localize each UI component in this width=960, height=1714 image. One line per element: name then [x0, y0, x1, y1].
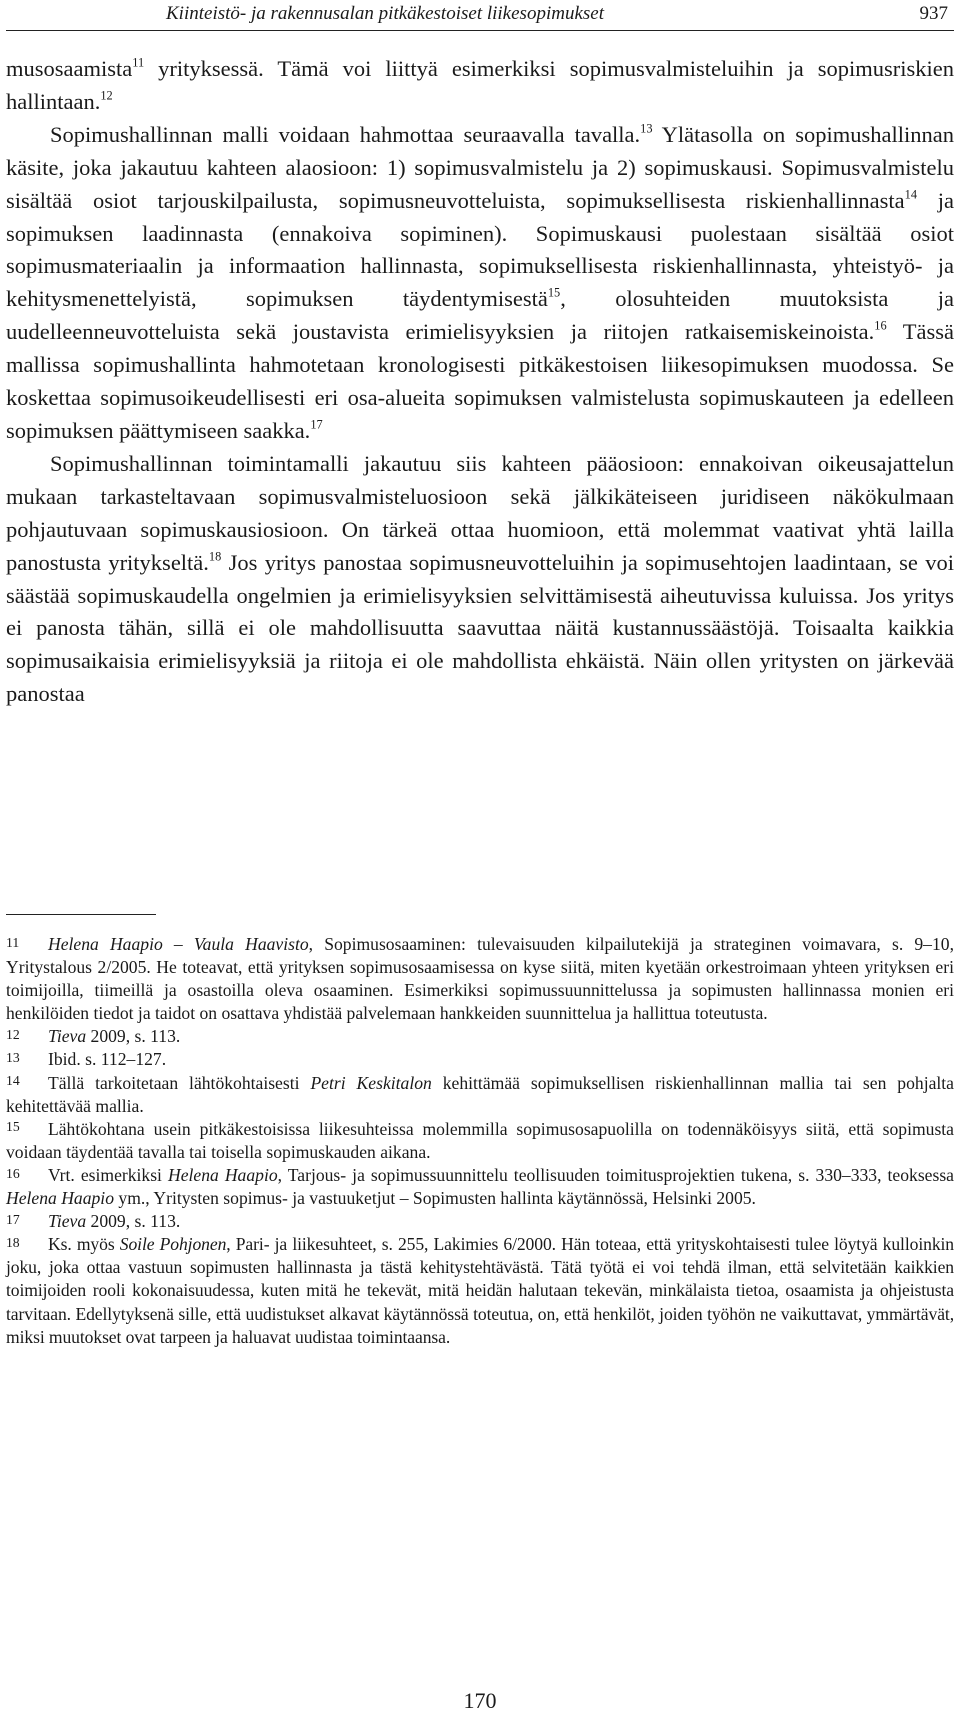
text-run: , olosuhteiden muutoksista ja uudelleenneuvotteluista sekä joustavista erimielisyyksien ja riitojen ratkaisemiskeinoista. — [6, 286, 954, 345]
paragraph-3 — [6, 448, 954, 711]
footnote-ref-11: 11 — [132, 55, 145, 70]
running-header — [6, 0, 954, 31]
footnote-ref-17: 17 — [310, 417, 323, 432]
page-number: 937 — [919, 3, 948, 24]
footnote-author: Tieva — [48, 1026, 87, 1047]
footnote-text: Ibid. s. 112–127. — [48, 1049, 167, 1070]
footnote-ref-13: 13 — [640, 121, 653, 136]
footnote-author: Helena Haapio – Vaula Haavisto — [48, 934, 309, 954]
footnotes — [6, 933, 954, 1349]
footnote-text: , Sopimusosaaminen: tulevaisuuden kilpailutekijä ja strateginen voimavara, s. 9–10, Yritystalous 2/2005. He toteavat, että yrityksen sopimusosaamisessa on kyse siitä, miten kyetään orkestroimaan yhteen yrityksen eri toimijoilla, tiimeillä ja osastoilla oleva osaaminen. Esimerkiksi sopimussuunnittelussa ja sopimusten hallinnassa monien eri henkilöiden tiedot ja taidot on osattava yhdistää palvelemaan hankkeiden suunnittelua ja hallittua toteutusta. — [6, 934, 954, 1024]
footnote-18: 18 Ks. myös Soile Pohjonen, Pari- ja liikesuhteet, s. 255, Lakimies 6/2000. Hän toteaa, että yrityskohtaisesti tulee löytyä kulloinkin joku, joka ottaa vastuun sopimusten hallinnasta ja tästä kehitystehtävästä. Tätä työtä ei voi tehdä ilman, että selvitetään kaikkien toimijoiden rooli kokonaisuudessa, kuten mitä he tekevät, mitä heidän halutaan tekevän, minkälaista tietoa, osaamista ja ohjeistusta tarvitaan. Edellytyksenä sille, että uudistukset alkavat käytännössä toteutua, on, että henkilöt, joiden työhön ne vaikuttavat, ymmärtävät, miksi muutokset ovat tarpeen ja haluavat uudistaa toimintaansa. — [6, 1234, 954, 1347]
folio-number: 170 — [463, 1688, 497, 1713]
text-run: ja sopimuksen laadinnasta (ennakoiva sopiminen). Sopimuskausi puolestaan sisältää osiot sopimusmateriaalin ja informaation hallinnasta, sopimuksellisesta riskienhallinnasta, yhteistyö- ja kehitysmenettelyistä, sopimuksen täydentymisestä — [6, 187, 954, 312]
text-run: musosaamista — [6, 56, 133, 81]
footnote-author: Tieva — [48, 1211, 87, 1232]
footnote-ref-12: 12 — [100, 88, 113, 103]
footnote-author: Petri Keskitalon — [310, 1072, 432, 1093]
text-run: Tässä mallissa sopimushallinta hahmotetaan kronologisesti pitkäkestoisen liikesopimuksen muodossa. Se koskettaa sopimusoikeudellisesti eri osa-alueita sopimuksen valmistelusta sopimuskauteen ja edelleen sopimuksen päättymiseen saakka. — [6, 319, 954, 443]
footnote-text: 2009, s. 113. — [86, 1211, 181, 1232]
footnote-text: , Pari- ja liikesuhteet, s. 255, Lakimies 6/2000. Hän toteaa, että yrityskohtaisesti tulee löytyä kulloinkin joku, joka ottaa vastuun sopimusten hallinnasta ja tästä kehitystehtävästä. Tätä työtä ei voi tehdä ilman, että selvitetään kaikkien toimijoiden rooli kokonaisuudessa, kuten mitä he tekevät, mitä heidän halutaan tekevän, minkälaista tietoa, osaamista ja ohjeistusta tarvitaan. Edellytyksenä sille, että uudistukset alkavat käytännössä toteutua, on, että henkilöt, joiden työhön ne vaikuttavat, ymmärtävät, miksi muutokset ovat tarpeen ja haluavat uudistaa toimintaansa. — [6, 1234, 954, 1347]
text-run: Sopimushallinnan toimintamalli jakautuu siis kahteen pääosioon: ennakoivan oikeusajattelun mukaan tarkasteltavaan sopimusvalmisteluosioon sekä jälkikäteiseen juridiseen näkökulmaan pohjautuvaan sopimuskausiosioon. On tärkeä ottaa huomioon, että molemmat vaativat yhtä lailla panostusta yritykseltä. — [6, 450, 954, 575]
footnote-text: Tällä tarkoitetaan lähtökohtaisesti — [48, 1072, 311, 1093]
footnote-13: 13 Ibid. s. 112–127. — [6, 1049, 167, 1070]
footnote-author: Helena Haapio — [168, 1164, 278, 1185]
text-run: Ylätasolla on sopimushallinnan käsite, joka jakautuu kahteen alaosioon: 1) sopimusvalmistelu ja 2) sopimuskausi. Sopimusvalmistelu sisältää osiot tarjouskilpailusta, sopimusneuvotteluista, sopimuksellisesta riskienhallinnasta — [6, 121, 954, 213]
footnote-17: 17 Tieva 2009, s. 113. — [6, 1211, 181, 1232]
footnote-text: kehittämää sopimuksellisen riskienhallinnan mallia tai sen pohjalta kehitettävää mallia. — [6, 1072, 954, 1116]
text-run: Jos yritys panostaa sopimusneuvotteluihin ja sopimusehtojen laadintaan, se voi säästää sopimuskaudella ongelmien ja erimielisyyksien selvittämisestä aiheutuvissa kuluissa. Jos yritys ei panosta tähän, sillä ei ole mahdollisuutta saavuttaa näitä kustannussäästöjä. Toisaalta kaikkia sopimusaikaisia erimielisyyksiä ja riitoja ei ole mahdollista ehkäistä. Näin ollen yritysten on järkevää panostaa — [6, 549, 954, 707]
footnote-15: 15 Lähtökohtana usein pitkäkestoisissa liikesuhteissa molemmilla sopimusosapuolilla on todennäköisyys siitä, että sopimusta voidaan täydentää tavalla tai toisella sopimuskauden aikana. — [6, 1118, 954, 1162]
footnote-text: Ks. myös — [48, 1234, 120, 1255]
body-text — [6, 53, 954, 711]
footnote-11: 11 Helena Haapio – Vaula Haavisto, Sopimusosaaminen: tulevaisuuden kilpailutekijä ja strateginen voimavara, s. 9–10, Yritystalous 2/2005. He toteavat, että yrityksen sopimusosaamisessa on kyse siitä, miten kyetään orkestroimaan yhteen yrityksen eri toimijoilla, tiimeillä ja osastoilla oleva osaaminen. Esimerkiksi sopimussuunnittelussa ja sopimusten hallinnassa monien eri henkilöiden tiedot ja taidot on osattava yhdistää palvelemaan hankkeiden suunnittelua ja hallittua toteutusta. — [6, 934, 954, 1024]
footnote-author: Helena Haapio — [6, 1188, 114, 1209]
footnote-text: 2009, s. 113. — [86, 1026, 181, 1047]
document-page — [6, 0, 954, 1714]
paragraph-2 — [6, 119, 954, 448]
text-run: yrityksessä. Tämä voi liittyä esimerkiksi sopimusvalmisteluihin ja sopimusriskien hallintaan. — [6, 56, 954, 114]
footnote-text: Vrt. esimerkiksi — [48, 1164, 168, 1185]
paragraph-1 — [6, 53, 954, 119]
footnote-14: 14 Tällä tarkoitetaan lähtökohtaisesti Petri Keskitalon kehittämää sopimuksellisen riskienhallinnan mallia tai sen pohjalta kehitettävää mallia. — [6, 1072, 954, 1116]
running-title: Kiinteistö- ja rakennusalan pitkäkestoiset liikesopimukset — [166, 3, 604, 24]
footnote-author: Soile Pohjonen — [119, 1234, 227, 1255]
footnote-separator — [6, 914, 156, 915]
footnote-ref-15: 15 — [547, 286, 561, 301]
footnote-text: Lähtökohtana usein pitkäkestoisissa liikesuhteissa molemmilla sopimusosapuolilla on todennäköisyys siitä, että sopimusta voidaan täydentää tavalla tai toisella sopimuskauden aikana. — [6, 1118, 954, 1162]
footnote-16: 16 Vrt. esimerkiksi Helena Haapio, Tarjous- ja sopimussuunnittelu teollisuuden toimitusprojektien tukena, s. 330–333, teoksessa Helena Haapio ym., Yritysten sopimus- ja vastuuketjut – Sopimusten hallinta käytännössä, Helsinki 2005. — [6, 1164, 954, 1209]
footnote-ref-14: 14 — [904, 187, 917, 202]
text-run: Sopimushallinnan malli voidaan hahmottaa seuraavalla tavalla. — [50, 121, 641, 147]
footnote-text: , Tarjous- ja sopimussuunnittelu teollisuuden toimitusprojektien tukena, s. 330–333, teoksessa — [277, 1164, 954, 1185]
footnote-ref-16: 16 — [874, 318, 887, 333]
footnote-text: ym., Yritysten sopimus- ja vastuuketjut – Sopimusten hallinta käytännössä, Helsinki 2005. — [114, 1188, 756, 1209]
footnote-ref-18: 18 — [208, 549, 222, 564]
footnote-12: 12 Tieva 2009, s. 113. — [6, 1026, 181, 1047]
